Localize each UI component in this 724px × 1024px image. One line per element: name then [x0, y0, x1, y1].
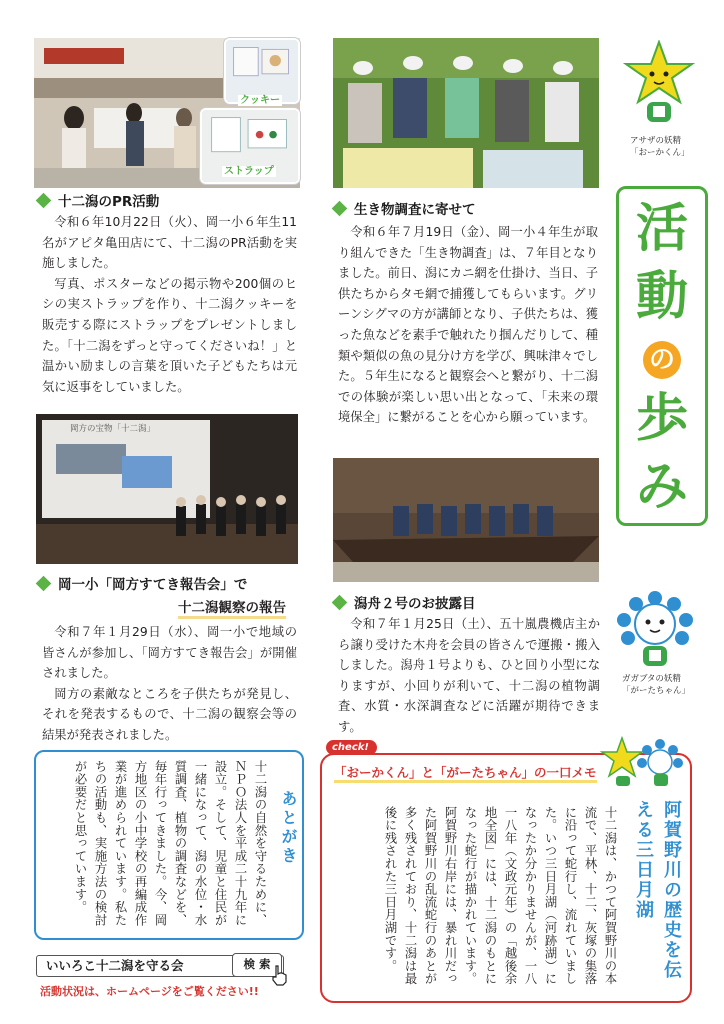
boat-body: [338, 614, 600, 738]
atogaki-label: あとがき: [276, 790, 300, 866]
big-title-char-4: 歩: [635, 389, 688, 449]
big-title-char-5: み: [635, 457, 688, 517]
pr-body: [42, 212, 297, 397]
survey-photo: [333, 38, 599, 188]
survey-heading: 生き物調査に寄せて: [334, 198, 476, 218]
search-text: いいろこ十二潟を守る会: [46, 958, 184, 973]
pointer-hand-icon: [270, 964, 290, 986]
okakun-caption-1: アサザの妖精: [630, 136, 682, 146]
report-heading-2: 十二潟観察の報告: [178, 596, 286, 616]
big-title-char-2: 動: [635, 267, 688, 327]
diamond-bullet-icon: [36, 192, 52, 208]
report-paragraph-1: 令和７年１月29日（水）、岡一小で地域の皆さんが参加し、「岡方すてき報告会」が開催されました。: [42, 625, 297, 681]
boat-heading: 潟舟２号のお披露目: [334, 592, 476, 612]
footer-note: 活動状況は、ホームページをご覧ください!!: [40, 985, 259, 998]
diamond-bullet-icon: [36, 575, 52, 591]
memo-title: 阿賀野川の歴史を伝える三日月湖: [633, 800, 682, 980]
search-button[interactable]: 検 索: [232, 953, 282, 977]
big-title-box: [616, 186, 708, 526]
slide-title: 岡方の宝物「十二潟」: [70, 424, 156, 434]
pr-paragraph-1: 令和６年10月22日（火）、岡一小６年生11名がアピタ亀田店にて、十二潟のPR活動を実施しました。: [42, 215, 297, 271]
check-tag: check!: [326, 740, 377, 755]
okakun-caption-2: 「おーかくん」: [630, 148, 690, 158]
mascots-small-icon: [596, 736, 688, 788]
survey-paragraph-1: 令和６年７月19日（金）、岡一小４年生が取り組んできた「生き物調査」は、７年目となりました。前日、潟にカニ網を仕掛け、当日、子供たちからタモ網で捕獲してもらいます。グリーンシグマの方が講師となり、子供たちは、獲った魚などを素手で触れたり掴んだりして、種類や類似の魚の見分け方を学び、興味津々でした。５年生になると観察会へと繋がり、十二潟での体験が楽しい思い出となって、「未来の環境保全」に繋がることを心から願っています。: [338, 225, 598, 425]
strap-label: ストラップ: [224, 166, 274, 177]
report-meeting-photo: [36, 414, 298, 564]
okakun-mascot-icon: [620, 40, 698, 132]
diamond-bullet-icon: [332, 594, 348, 610]
diamond-bullet-icon: [332, 200, 348, 216]
atogaki-text: 十二潟の自然を守るために、ＮＰＯ法人を平成二十九年に設立。そして、児童と住民が一緒になって、潟の水位・水質調査、植物の調査などを、毎年行ってきました。今、岡方地区の小中学校の再編成作業が進められています。私たちの活動も、実施方法の検討が必要だと思っています。: [73, 760, 267, 927]
big-title-char-1: 活: [635, 199, 688, 259]
boat-photo: [333, 458, 599, 582]
survey-body: [338, 222, 598, 428]
gatachan-caption-2: 「がーたちゃん」: [622, 686, 691, 696]
pr-paragraph-2: 写真、ポスターなどの掲示物や200個のヒシの実ストラップを作り、十二潟クッキーを販売する際にストラップをプレゼントしました。「十二潟をずっと守ってくださいね！」と温かい励ましの言葉を頂いた子どもたちは元気に返事をしていました。: [42, 276, 297, 394]
cookie-label: クッキー: [240, 95, 280, 106]
memo-heading: 「おーかくん」と「がーたちゃん」の一口メモ: [334, 763, 597, 781]
gatachan-caption-1: ガガブタの妖精: [622, 674, 681, 684]
memo-text: 十二潟は、かつて阿賀野川の本流で、平林、十二、灰塚の集落に沿って蛇行し、流れていました。いつ三日月湖（河跡湖）になったか分かりませんが、一八一八年（文政元年）の「越後余地全図」には、十二潟のもとになった蛇行が描かれています。阿賀野川右岸には、暴れ川だった阿賀野川の乱流蛇行のあとが多く残されており、十二潟は最後に残された三日月湖です。: [383, 806, 617, 986]
report-paragraph-2: 岡方の素敵なところを子供たちが発見し、それを発表するもので、十二潟の観察会等の結果が発表されました。: [42, 686, 297, 742]
pr-heading: 十二潟のPR活動: [38, 190, 159, 210]
boat-paragraph-1: 令和７年１月25日（土）、五十嵐農機店主から譲り受けた木舟を会員の皆さんで運搬・搬入しました。潟舟１号よりも、ひと回り小型になりますが、小回りが利いて、十二潟の植物調査、水質・水深調査などに活躍が期待できます。: [338, 617, 600, 734]
gatachan-mascot-icon: [612, 590, 698, 670]
report-body: [42, 622, 297, 746]
report-heading-1: 岡一小「岡方すてき報告会」で: [38, 573, 247, 593]
big-title-char-3: の: [643, 341, 681, 379]
